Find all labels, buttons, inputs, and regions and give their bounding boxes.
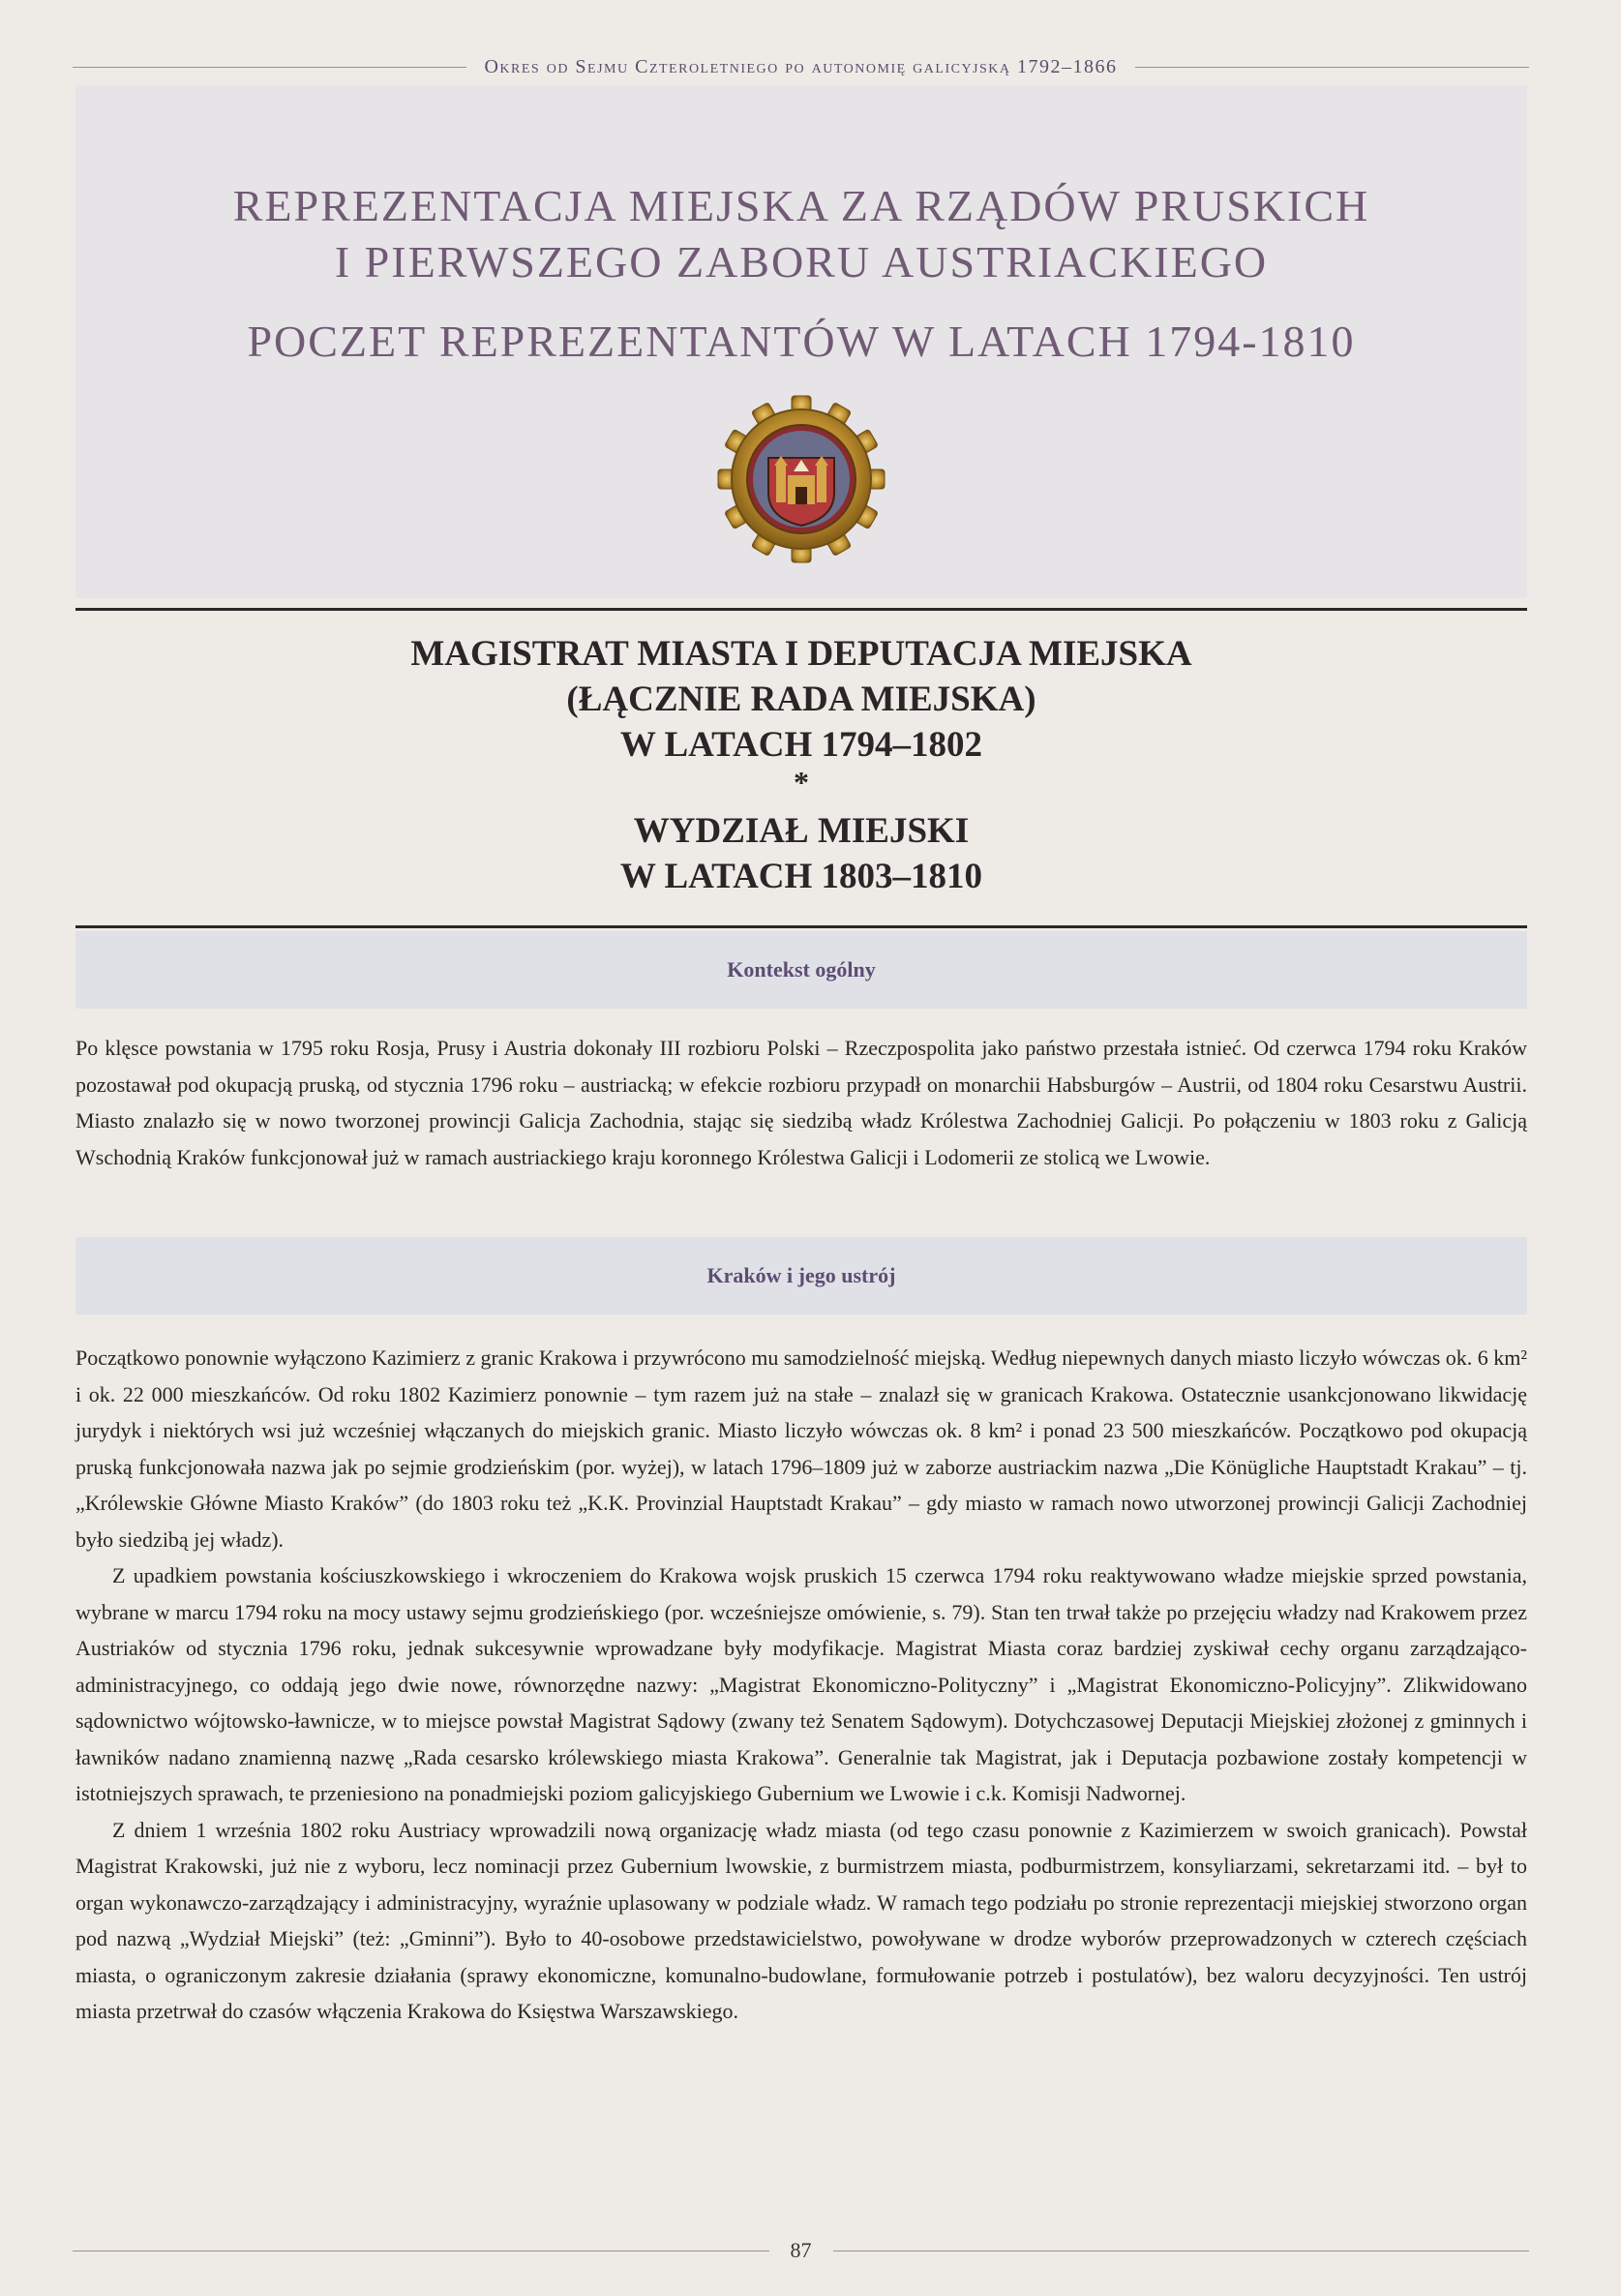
context-paragraph-1: Po klęsce powstania w 1795 roku Rosja, Prusy i Austria dokonały III rozbioru Polski – Rzeczpospolita jako państwo przestała istnieć. Od czerwca 1794 roku Kraków pozostawał pod okupacją pruską, od stycznia 1796 roku – austriacką; w efekcie rozbioru przypadł on monarchii Habsburgów – Austrii, od 1804 roku Cesarstwu Austrii. Miasto znalazło się w nowo tworzonej prowincji Galicja Zachodnia, stając się siedzibą władz Królestwa Zachodniej Galicji. Po połączeniu w 1803 roku z Galicją Wschodnią Kraków funkcjonował już w ramach austriackiego kraju koronnego Królestwa Galicji i Lodomerii ze stolicą we Lwowie. [75,1036,1527,1169]
running-header [73,50,1529,83]
title-band [75,85,1527,598]
subsection-title-band-1 [75,931,1527,1009]
heading-rule-bottom [75,925,1527,928]
structure-paragraph-3: Z dniem 1 września 1802 roku Austriacy wprowadzili nową organizację władz miasta (od tego czasu ponownie z Kazimierzem w swoich granicach). Powstał Magistrat Krakowski, już nie z wyboru, lecz nominacji przez Gubernium lwowskie, z burmistrzem miasta, podburmistrzem, konsyliarzami, sekretarzami itd. – był to organ wykonawczo-zarządzający i administracyjny, wyraźnie uplasowany w podziale władz. W ramach tego podziału po stronie reprezentacji miejskiej stworzono organ pod nazwą „Wydział Miejski” (też: „Gminni”). Było to 40-osobowe przedstawicielstwo, powoływane w drodze wyborów przeprowadzonych w czterech częściach miasta, o ograniczonym zakresie działania (sprawy ekonomiczne, komunalno-budowlane, formułowanie potrzeb i postulatów), bez waloru decyzyjności. Ten ustrój miasta przetrwał do czasów włączenia Krakowa do Księstwa Warszawskiego. [75,1817,1527,2023]
running-header-text: Okres od Sejmu Czteroletniego po autonomię galicyjską 1792–1866 [484,55,1118,77]
sub-title: POCZET REPREZENTANTÓW W LATACH 1794-1810 [247,317,1356,366]
main-title [75,178,1527,290]
section-heading [75,631,1527,899]
header-rule-left [73,67,466,68]
section-heading-separator: * [794,765,809,800]
page-number: 87 [790,2238,812,2262]
subsection-title-band-2 [75,1237,1527,1314]
section-heading-line-2: (ŁĄCZNIE RADA MIEJSKA) [566,680,1036,719]
section-heading-line-3: W LATACH 1794–1802 [619,725,983,765]
page-footer [73,2236,1529,2265]
structure-paragraph-2: Z upadkiem powstania kościuszkowskiego i wkroczeniem do Krakowa wojsk pruskich 15 czerwca 1794 roku reaktywowano władze miejskie sprzed powstania, wybrane w marcu 1794 roku na mocy ustawy sejmu grodzieńskiego (por. wcześniejsze omówienie, s. 79). Stan ten trwał także po przejęciu władzy nad Krakowem przez Austriaków od stycznia 1796 roku, jednak sukcesywnie wprowadzane były modyfikacje. Magistrat Miasta coraz bardziej zyskiwał cechy organu zarządzająco-administracyjnego, co oddają jego dwie nowe, równorzędne nazwy: „Magistrat Ekonomiczno-Polityczny” i „Magistrat Ekonomiczno-Policyjny”. Zlikwidowano sądownictwo wójtowsko-ławnicze, w to miejsce powstał Magistrat Sądowy (zwany też Senatem Sądowym). Dotychczasowej Deputacji Miejskiej złożonej z gminnych i ławników nadano znamienną nazwę „Rada cesarsko królewskiego miasta Krakowa”. Generalnie tak Magistrat, jak i Deputacja pozbawione zostały kompetencji w istotniejszych sprawach, te przeniesiono na ponadmiejski poziom galicyjskiego Gubernium we Lwowie i c.k. Komisji Nadwornej. [75,1563,1527,1805]
context-text [75,1030,1527,1175]
subsection-title-2: Kraków i jego ustrój [706,1263,896,1287]
main-title-line-2: I PIERWSZEGO ZABORU AUSTRIACKIEGO [334,237,1269,287]
header-rule-right [1135,67,1529,68]
section-heading-line-1: MAGISTRAT MIASTA I DEPUTACJA MIEJSKA [410,634,1192,674]
section-heading-line-5: W LATACH 1803–1810 [619,857,983,896]
structure-text [75,1340,1527,2030]
main-title-line-1: REPREZENTACJA MIEJSKA ZA RZĄDÓW PRUSKICH [232,181,1370,230]
krakow-coat-of-arms-icon [717,395,886,563]
subsection-title-1: Kontekst ogólny [727,957,876,982]
section-heading-line-4: WYDZIAŁ MIEJSKI [633,811,970,851]
heading-rule-top [75,608,1527,611]
structure-paragraph-1: Początkowo ponownie wyłączono Kazimierz z granic Krakowa i przywrócono mu samodzielność miejską. Według niepewnych danych miasto liczyło wówczas ok. 6 km² i ok. 22 000 mieszkańców. Od roku 1802 Kazimierz ponownie – tym razem już na stałe – znalazł się w granicach Krakowa. Ostatecznie usankcjonowano likwidację jurydyk i niektórych wsi już wcześniej włączanych do miejskich granic. Miasto liczyło wówczas ok. 8 km² i ponad 23 500 mieszkańców. Początkowo pod okupacją pruską funkcjonowała nazwa jak po sejmie grodzieńskim (por. wyżej), w latach 1796–1809 już w zaborze austriackim nazwa „Die Könügliche Hauptstadt Krakau” – tj. „Królewskie Główne Miasto Kraków” (do 1803 roku też „K.K. Provinzial Hauptstadt Krakau” – gdy miasto w ramach nowo utworzonej prowincji Galicji Zachodniej było siedzibą jej władz). [75,1345,1527,1552]
